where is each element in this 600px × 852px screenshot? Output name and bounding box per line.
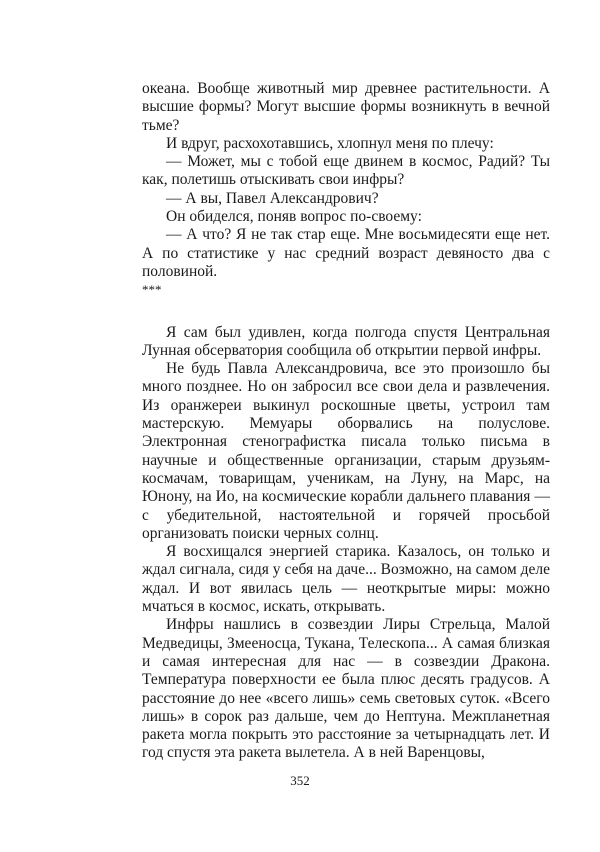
page-number: 352 [290, 773, 310, 788]
paragraph: Я восхищался энергией старика. Казалось, он только и ждал сигнала, сидя у себя на даче... Возможно, на самом деле ждал. И вот явилась цель — неоткрытые миры: можно мчаться в космос, искать, открывать. [142, 543, 550, 616]
paragraph: И вдруг, расхохотавшись, хлопнул меня по плечу: [166, 134, 494, 152]
body-text [142, 80, 550, 763]
paragraph: Я сам был удивлен, когда полгода спустя Центральная Лунная обсерватория сообщила об открытии первой инфры. [142, 323, 550, 359]
paragraph: океана. Вообще животный мир древнее растительности. А высшие формы? Могут высшие формы возникнуть в вечной тьме? [142, 80, 550, 134]
paragraph: — А вы, Павел Александрович? [166, 189, 379, 207]
paragraph: Он обиделся, поняв вопрос по-своему: [166, 208, 422, 226]
paragraph: Не будь Павла Александровича, все это произошло бы много позднее. Но он забросил все свои дела и развлечения. Из оранжереи выкинул роскошные цветы, устроил там мастерскую. Мемуары оборвались на полуслове. Электронная стенографистка писала только письма в научные и общественные организации, старым друзьям-космачам, товарищам, ученикам, на Луну, на Марс, на Юнону, на Ио, на космические корабли дальнего плавания — с убедительной, настоятельной и горячей просьбой организовать поиски черных солнц. [142, 360, 550, 542]
section-separator: *** [142, 282, 162, 298]
paragraph: — А что? Я не так стар еще. Мне восьмидесяти еще нет. А по статистике у нас средний возраст девяносто два с половиной. [142, 226, 550, 280]
paragraph: — Может, мы с тобой еще двинем в космос, Радий? Ты как, полетишь отыскивать свои инфры? [142, 153, 550, 189]
paragraph: Инфры нашлись в созвездии Лиры Стрельца, Малой Медведицы, Змееносца, Тукана, Телескопа... А самая близкая и самая интересная для нас — в созвездии Дракона. Температура поверхности ее была плюс десять градусов. А расстояние до нее «всего лишь» семь световых суток. «Всего лишь» в сорок раз дальше, чем до Нептуна. Межпланетная ракета могла покрыть это расстояние за четырнадцать лет. И год спустя эта ракета вылетела. А в ней Варенцовы, [142, 616, 550, 762]
